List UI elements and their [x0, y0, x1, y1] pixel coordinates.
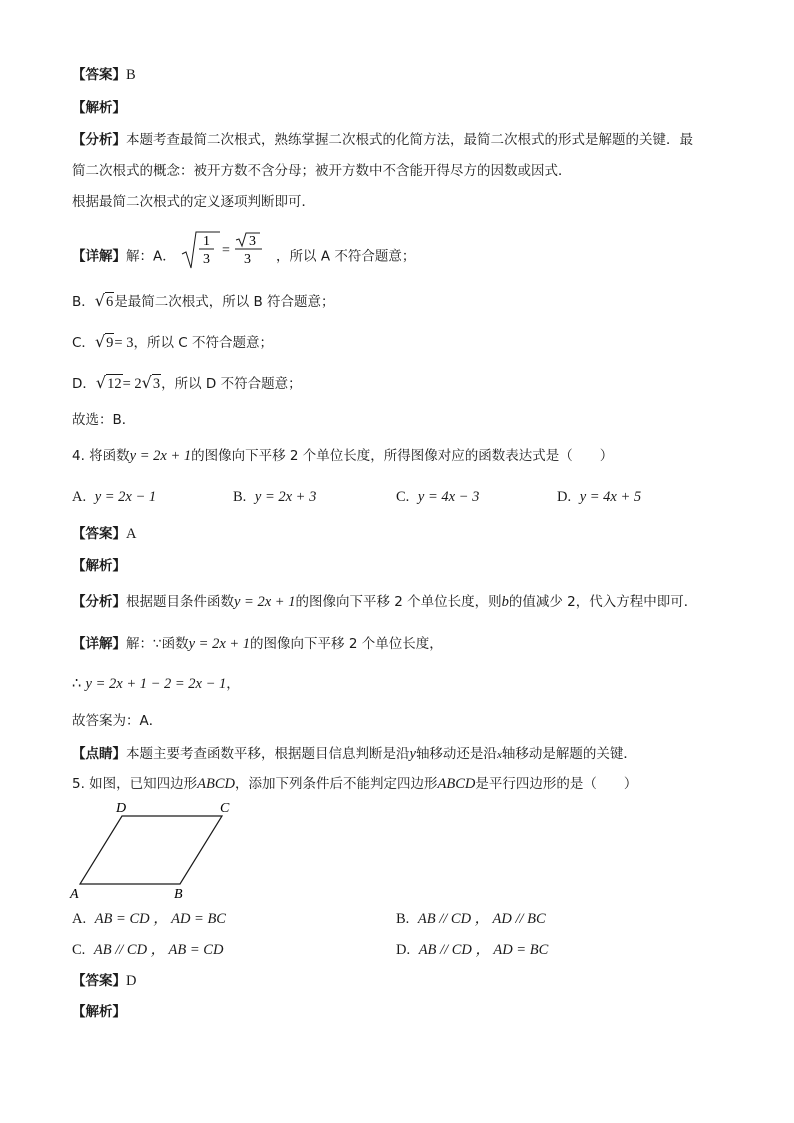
dianjing-mid: 轴移动还是沿 — [415, 746, 497, 762]
conclusion-text: 故答案为：A． — [72, 713, 163, 729]
answer-value: B — [126, 67, 136, 83]
option-label: A. — [72, 911, 87, 927]
detail-d-prefix: D． — [72, 376, 96, 392]
q4-stem — [72, 447, 613, 465]
option-label: A. — [72, 489, 87, 505]
q4-analysis-tag — [72, 557, 126, 575]
option-expr: AB // CD ， AD = BC — [418, 942, 549, 958]
answer-tag: 【答案】 — [72, 973, 126, 989]
therefore-symbol: ∴ — [72, 676, 82, 692]
dianjing-prefix: 本题主要考查函数平移，根据题目信息判断是沿 — [126, 746, 410, 762]
q4-option-d[interactable] — [557, 488, 641, 506]
answer-value: A — [126, 526, 137, 542]
stem-quad: ABCD — [437, 776, 476, 792]
fenxi-prefix: 根据题目条件函数 — [126, 594, 234, 610]
stem-quad: ABCD — [197, 776, 236, 792]
dianjing-x: x — [496, 749, 502, 761]
fenxi-tag: 【分析】 — [72, 594, 126, 610]
option-expr: AB // CD ， AD // BC — [417, 911, 546, 927]
q5-option-c[interactable] — [72, 941, 223, 959]
detail-b-prefix: B． — [72, 294, 95, 310]
detail-a-suffix: ，所以 A 不符合题意； — [276, 248, 416, 265]
q4-option-c[interactable] — [396, 488, 479, 506]
stem-function: y = 2x + 1 — [129, 448, 192, 464]
q4-option-a[interactable] — [72, 488, 156, 506]
stem-suffix: 的图像向下平移 2 个单位长度，所得图像对应的函数表达式是（ ） — [191, 448, 614, 464]
option-label: B. — [396, 911, 410, 927]
vertex-label-b: B — [174, 887, 183, 902]
q5-option-b[interactable] — [396, 910, 546, 928]
detail-suffix: 的图像向下平移 2 个单位长度， — [250, 636, 443, 652]
dianjing-suffix: 轴移动是解题的关键． — [501, 746, 637, 762]
q3-detail-a — [72, 230, 415, 270]
q3-analysis-tag — [72, 99, 126, 117]
q3-fenxi-line2 — [72, 162, 572, 180]
q3-answer-line — [72, 66, 136, 84]
option-expr: y = 4x − 3 — [417, 489, 480, 505]
option-expr: AB // CD ， AB = CD — [93, 942, 224, 958]
option-label: C. — [396, 489, 410, 505]
q5-answer-line — [72, 972, 136, 990]
q4-fenxi — [72, 593, 697, 611]
q4-therefore — [72, 675, 240, 693]
analysis-tag: 【解析】 — [72, 1004, 126, 1020]
q3-conclusion — [72, 411, 135, 429]
svg-text:3: 3 — [249, 234, 257, 249]
q3-fenxi-line3 — [72, 193, 315, 211]
analysis-tag: 【解析】 — [72, 100, 126, 116]
equals-value: = 2 — [122, 376, 142, 392]
option-expr: AB = CD ， AD = BC — [94, 911, 226, 927]
fenxi-text: 简二次根式的概念：被开方数不含分母；被开方数中不含能开得尽方的因数或因式． — [72, 163, 572, 179]
option-expr: y = 4x + 5 — [579, 489, 642, 505]
radicand: 9 — [106, 335, 114, 351]
option-label: D. — [557, 489, 572, 505]
q3-detail-d — [72, 374, 302, 393]
sqrt-one-third — [180, 230, 276, 284]
option-expr: y = 2x − 1 — [94, 489, 157, 505]
svg-text:=: = — [222, 243, 230, 258]
detail-tag: 【详解】 — [72, 636, 126, 652]
sqrt-symbol: √ — [94, 332, 106, 351]
fenxi-function: y = 2x + 1 — [234, 594, 296, 610]
sqrt-symbol: √ — [94, 291, 105, 310]
q5-option-a[interactable] — [72, 910, 226, 928]
fenxi-text: 根据最简二次根式的定义逐项判断即可． — [72, 194, 315, 210]
q5-option-d[interactable] — [396, 941, 548, 959]
option-label: C. — [72, 942, 86, 958]
q4-dianjing — [72, 745, 637, 764]
fenxi-suffix: 的值减少 2，代入方程中即可． — [508, 594, 698, 610]
fenxi-b: b — [501, 594, 509, 610]
therefore-expr: y = 2x + 1 − 2 = 2x − 1 — [85, 676, 227, 692]
answer-tag: 【答案】 — [72, 67, 126, 83]
fenxi-tag: 【分析】 — [72, 132, 126, 148]
vertex-label-d: D — [116, 801, 127, 816]
answer-tag: 【答案】 — [72, 526, 126, 542]
detail-c-prefix: C． — [72, 335, 95, 351]
q4-answer-line — [72, 525, 136, 543]
option-label: B. — [233, 489, 247, 505]
vertex-label-c: C — [220, 801, 230, 816]
q4-detail — [72, 635, 443, 653]
stem-prefix: 4. 将函数 — [72, 448, 130, 464]
radicand: 12 — [107, 376, 122, 392]
radicand: 3 — [152, 376, 161, 392]
dianjing-y: y — [409, 746, 416, 762]
q4-option-b[interactable] — [233, 488, 316, 506]
detail-c-suffix: ，所以 C 不符合题意； — [133, 335, 273, 351]
stem-mid: ，添加下列条件后不能判定四边形 — [235, 776, 438, 792]
dianjing-tag: 【点睛】 — [72, 746, 126, 762]
detail-d-suffix: ，所以 D 不符合题意； — [161, 376, 302, 392]
detail-prefix: 解：∵函数 — [126, 636, 189, 652]
sqrt-symbol: √ — [95, 373, 107, 392]
vertex-label-a: A — [70, 887, 79, 902]
conclusion-text: 故选：B． — [72, 412, 136, 428]
svg-text:3: 3 — [203, 252, 211, 267]
parallelogram-figure — [68, 796, 248, 902]
equals-value: = 3 — [114, 335, 134, 351]
answer-value: D — [126, 973, 137, 989]
fraction-formula — [180, 230, 276, 270]
detail-function: y = 2x + 1 — [188, 636, 251, 652]
analysis-tag: 【解析】 — [72, 558, 126, 574]
therefore-end: ， — [226, 676, 240, 692]
fenxi-text: 本题考查最简二次根式，熟练掌握二次根式的化简方法，最简二次根式的形式是解题的关键．最 — [126, 132, 693, 148]
detail-tag: 【详解】 — [72, 248, 126, 265]
q3-detail-b — [72, 292, 335, 311]
stem-suffix: 是平行四边形的是（ ） — [475, 776, 638, 792]
stem-prefix: 5. 如图，已知四边形 — [72, 776, 198, 792]
option-expr: y = 2x + 3 — [254, 489, 317, 505]
radicand: 6 — [105, 294, 114, 310]
detail-b-suffix: 是最简二次根式，所以 B 符合题意； — [114, 294, 335, 310]
detail-a-prefix: 解：A． — [126, 248, 176, 265]
q4-conclusion — [72, 712, 162, 730]
q5-analysis-tag — [72, 1003, 126, 1021]
sqrt-symbol: √ — [141, 373, 152, 392]
parallelogram-shape — [80, 816, 222, 884]
svg-text:3: 3 — [244, 252, 252, 267]
q5-stem — [72, 775, 637, 793]
fenxi-mid: 的图像向下平移 2 个单位长度，则 — [295, 594, 502, 610]
q3-fenxi-line1 — [72, 131, 693, 149]
q3-detail-c — [72, 333, 273, 352]
svg-text:1: 1 — [203, 234, 211, 249]
option-label: D. — [396, 942, 411, 958]
